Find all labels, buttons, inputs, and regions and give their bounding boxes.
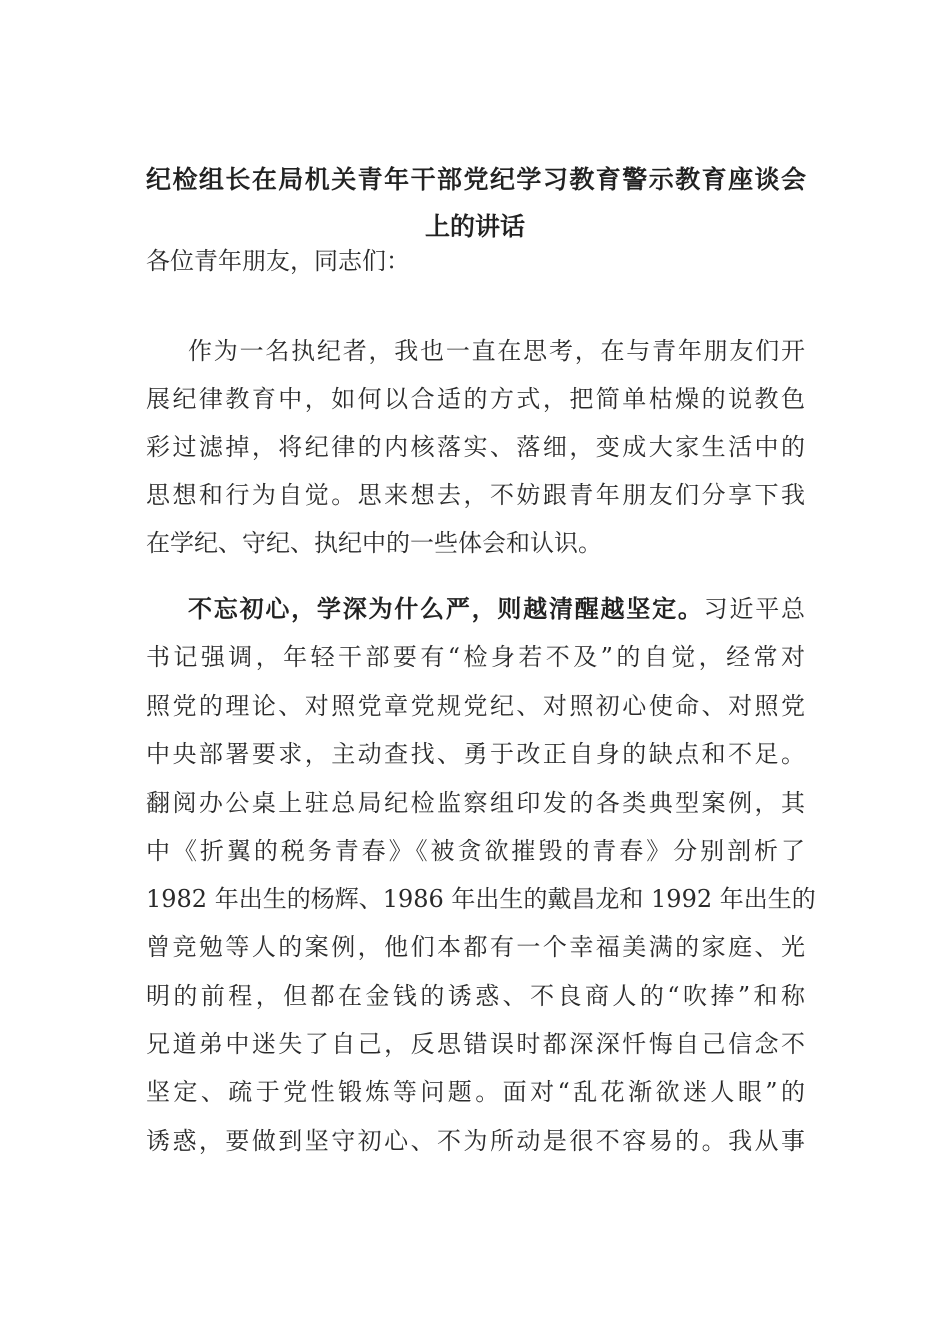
title-line-2: 上的讲话: [424, 212, 525, 241]
title-line-1: 纪检组长在局机关青年干部党纪学习教育警示教育座谈会: [146, 165, 806, 194]
text-line: 1982 年出生的杨辉、1986 年出生的戴昌龙和 1992 年出生的: [146, 885, 816, 913]
text-line: 照党的理论、对照党章党规党纪、对照初心使命、对照党: [146, 692, 805, 720]
text-line: 中《折翼的税务青春》《被贪欲摧毁的青春》分别剖析了: [146, 837, 805, 865]
text-line: 在学纪、守纪、执纪中的一些体会和认识。: [146, 529, 602, 557]
text-line: 思想和行为自觉。思来想去，不妨跟青年朋友们分享下我: [146, 481, 805, 509]
text-line: 彩过滤掉，将纪律的内核落实、落细，变成大家生活中的: [146, 433, 805, 461]
text-line: 翻阅办公桌上驻总局纪检监察组印发的各类典型案例，其: [146, 789, 805, 817]
text-line: 坚定、疏于党性锻炼等问题。面对“乱花渐欲迷人眼”的: [146, 1078, 805, 1106]
text-line: 作为一名执纪者，我也一直在思考，在与青年朋友们开: [188, 337, 805, 365]
text-run: 习近平总: [703, 595, 806, 623]
text-line: 曾竞勉等人的案例，他们本都有一个幸福美满的家庭、光: [146, 933, 805, 961]
section-heading: 不忘初心，学深为什么严，则越清醒越坚定。: [188, 594, 704, 623]
text-line: 诱惑，要做到坚守初心、不为所动是很不容易的。我从事: [146, 1127, 805, 1155]
text-line: 明的前程，但都在金钱的诱惑、不良商人的“吹捧”和称: [146, 982, 805, 1010]
greeting: 各位青年朋友，同志们：: [146, 247, 410, 275]
text-line: [188, 594, 805, 624]
text-line: 中央部署要求，主动查找、勇于改正自身的缺点和不足。: [146, 740, 805, 768]
text-line: 展纪律教育中，如何以合适的方式，把简单枯燥的说教色: [146, 385, 805, 413]
text-line: 书记强调，年轻干部要有“检身若不及”的自觉，经常对: [146, 643, 805, 671]
text-line: 兄道弟中迷失了自己，反思错误时都深深忏悔自己信念不: [146, 1030, 805, 1058]
